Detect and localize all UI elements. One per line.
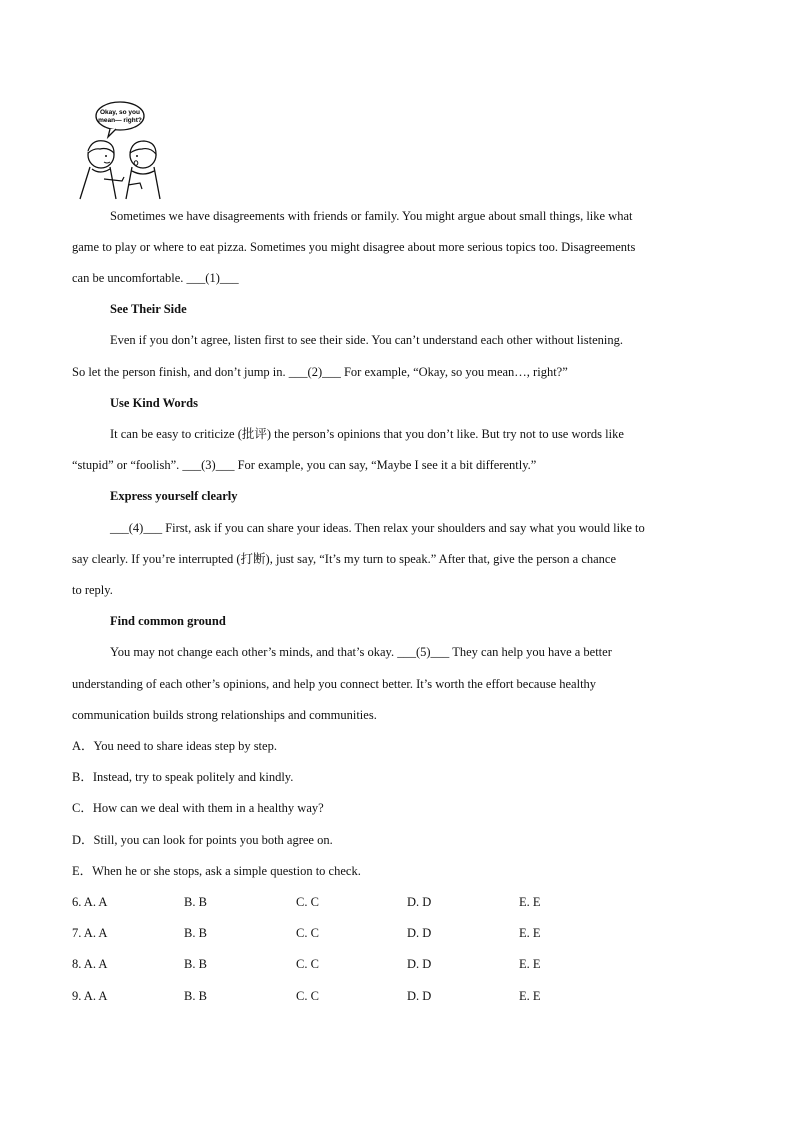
question-option-e[interactable]: E. E (519, 895, 541, 909)
question-option-a[interactable]: 6. A. A (72, 895, 108, 909)
two-kids-talking-illustration (70, 99, 170, 201)
paragraph-3-example: For example, you can say, “Maybe I see it a bit differently.” (237, 458, 537, 472)
choice-a: A．You need to share ideas step by step. (72, 739, 277, 753)
question-option-b[interactable]: B. B (184, 926, 207, 940)
paragraph-5-line-3: communication builds strong relationships and communities. (72, 708, 377, 722)
heading-express-yourself-clearly: Express yourself clearly (110, 489, 238, 503)
question-option-d[interactable]: D. D (407, 895, 432, 909)
question-option-d[interactable]: D. D (407, 926, 432, 940)
blank-2: ___(2)___ (288, 365, 341, 379)
paragraph-5-line-2: understanding of each other’s opinions, and help you connect better. It’s worth the effort because healthy (72, 677, 597, 691)
question-option-a[interactable]: 8. A. A (72, 957, 108, 971)
question-option-e[interactable]: E. E (519, 989, 541, 1003)
blank-3: ___(3)___ (182, 458, 235, 472)
paragraph-1-line-1: Sometimes we have disagreements with friends or family. You might argue about small things, like what (110, 209, 633, 223)
question-option-e[interactable]: E. E (519, 957, 541, 971)
paragraph-2-text: So let the person finish, and don’t jump in. (72, 365, 286, 379)
heading-find-common-ground: Find common ground (110, 614, 226, 628)
choice-e: E．When he or she stops, ask a simple question to check. (72, 864, 361, 878)
paragraph-4-line-3: to reply. (72, 583, 113, 597)
paragraph-4-line-2: say clearly. If you’re interrupted (打断), just say, “It’s my turn to speak.” After that, give the person a chance (72, 552, 617, 566)
question-option-a[interactable]: 9. A. A (72, 989, 108, 1003)
paragraph-4-line-1 (110, 520, 645, 536)
question-row (72, 894, 592, 910)
speech-bubble-text: Okay, so you (100, 109, 140, 116)
question-row (72, 956, 592, 972)
question-option-c[interactable]: C. C (296, 895, 319, 909)
blank-5: ___(5)___ (397, 645, 450, 659)
question-option-a[interactable]: 7. A. A (72, 926, 108, 940)
blank-1: ___(1)___ (186, 271, 239, 285)
question-option-b[interactable]: B. B (184, 957, 207, 971)
paragraph-5-text: You may not change each other’s minds, and that’s okay. (110, 645, 395, 659)
paragraph-5-after: They can help you have a better (452, 645, 612, 659)
question-option-e[interactable]: E. E (519, 926, 541, 940)
question-option-d[interactable]: D. D (407, 957, 432, 971)
question-option-b[interactable]: B. B (184, 989, 207, 1003)
question-option-c[interactable]: C. C (296, 989, 319, 1003)
heading-see-their-side: See Their Side (110, 302, 187, 316)
paragraph-5-line-1 (110, 644, 612, 660)
paragraph-3-text: “stupid” or “foolish”. (72, 458, 180, 472)
question-option-b[interactable]: B. B (184, 895, 207, 909)
paragraph-3-line-1: It can be easy to criticize (批评) the person’s opinions that you don’t like. But try not to use words like (110, 427, 624, 441)
paragraph-2-line-1: Even if you don’t agree, listen first to see their side. You can’t understand each other without listening. (110, 333, 623, 347)
blank-4: ___(4)___ (110, 521, 163, 535)
paragraph-2-line-2 (72, 364, 568, 380)
paragraph-1-text: can be uncomfortable. (72, 271, 184, 285)
choice-c: C．How can we deal with them in a healthy way? (72, 801, 324, 815)
question-option-c[interactable]: C. C (296, 957, 319, 971)
paragraph-3-line-2 (72, 457, 536, 473)
question-option-d[interactable]: D. D (407, 989, 432, 1003)
choice-d: D．Still, you can look for points you both agree on. (72, 833, 333, 847)
speech-bubble-text-2: mean— right? (98, 117, 142, 124)
paragraph-4-text: First, ask if you can share your ideas. Then relax your shoulders and say what you would like to (165, 521, 645, 535)
question-option-c[interactable]: C. C (296, 926, 319, 940)
question-row (72, 988, 592, 1004)
question-row (72, 925, 592, 941)
heading-use-kind-words: Use Kind Words (110, 396, 198, 410)
choice-b: B．Instead, try to speak politely and kindly. (72, 770, 294, 784)
paragraph-1-line-2: game to play or where to eat pizza. Sometimes you might disagree about more serious topics too. Disagreements (72, 240, 636, 254)
paragraph-2-example: For example, “Okay, so you mean…, right?” (343, 365, 568, 379)
paragraph-1-line-3 (72, 270, 239, 286)
